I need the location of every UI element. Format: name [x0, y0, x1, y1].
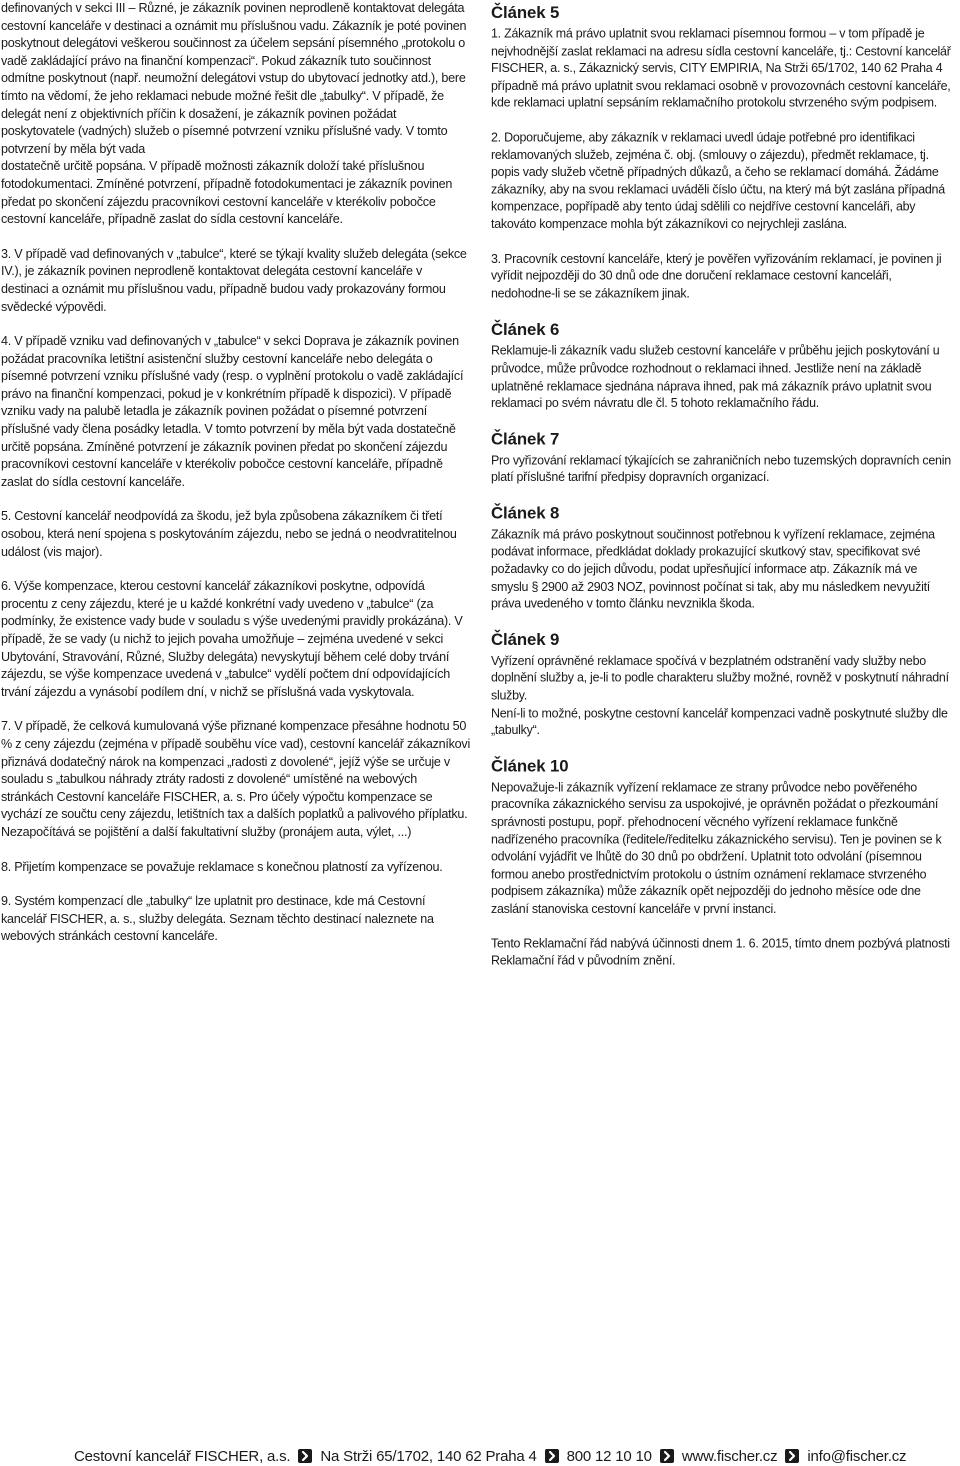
- article-8-heading: Článek 8: [491, 503, 560, 523]
- paragraph-5: 5. Cestovní kancelář neodpovídá za škodu, jež byla způsobena zákazníkem či třetí osobou, která není spojena s poskytováním zájezdu, nebo se jedná o neodvratitelnou událost (vis major).: [1, 509, 457, 559]
- article-7-paragraph: Pro vyřizování reklamací týkajících se zahraničních nebo tuzemských dopravních cenin platí příslušné tarifní předpisy dopravních organizací.: [491, 453, 951, 485]
- article-7: [491, 428, 955, 486]
- closing-statement: Tento Reklamační řád nabývá účinnosti dnem 1. 6. 2015, tímto dnem pozbývá platnosti Reklamační řád v původním znění.: [491, 936, 950, 968]
- arrow-right-box-icon: [660, 1449, 674, 1463]
- article-5-paragraph-3: 3. Pracovník cestovní kanceláře, který je pověřen vyřizováním reklamací, je povinen ji vyřídit nejpozději do 30 dnů ode dne doručení reklamace cestovní kanceláři, nedohodne-li se se zákazníkem jinak.: [491, 251, 942, 301]
- intro-paragraph-continued: dostatečně určitě popsána. V případě možnosti zákazník doloží také příslušnou fotodokumentaci. Zmíněné potvrzení, případně fotodokumentaci je zákazník povinen předat po skončení zájezdu pracovníkovi cestovní kanceláře v kterékoliv pobočce cestovní kanceláře, případně zaslat do sídla cestovní kanceláře.: [1, 159, 453, 227]
- right-column: [491, 2, 955, 987]
- arrow-right-box-icon: [785, 1449, 799, 1463]
- arrow-right-box-icon: [298, 1449, 312, 1463]
- article-9: [491, 629, 955, 740]
- article-10-heading: Článek 10: [491, 756, 569, 776]
- article-9-paragraph-2: Není-li to možné, poskytne cestovní kancelář kompenzaci vadně poskytnuté služby dle „tabulky“.: [491, 706, 948, 738]
- paragraph-3: 3. V případě vad definovaných v „tabulce“, které se týkají kvality služeb delegáta (sekce IV.), je zákazník povinen neprodleně kontaktovat delegáta cestovní kanceláře v destinaci a oznámit mu příslušnou vadu, případně budou vady prokazovány formou svědecké výpovědi.: [1, 246, 467, 314]
- paragraph-9: 9. Systém kompenzací dle „tabulky“ lze uplatnit pro destinace, kde má Cestovní kancelář FISCHER, a. s., služby delegáta. Seznam těchto destinací naleznete na webových stránkách cestovní kanceláře.: [1, 894, 434, 944]
- article-5-heading: Článek 5: [491, 2, 560, 22]
- footer-contact-bar: [74, 1446, 906, 1466]
- footer-website-link[interactable]: www.fischer.cz: [681, 1447, 778, 1465]
- footer-email-link[interactable]: info@fischer.cz: [807, 1447, 907, 1465]
- article-5-paragraph-1: 1. Zákazník má právo uplatnit svou reklamaci písemnou formou – v tom případě je nejvhodnější zaslat reklamaci na adresu sídla cestovní kanceláře, tj.: Cestovní kancelář FISCHER, a. s., Zákaznický servis, CITY EMPIRIA, Na Strži 65/1702, 140 62 Praha 4 případně má právo uplatnit svou reklamaci osobně v provozovnách cestovní kanceláře, kde reklamaci uplatní sepsáním reklamačního protokolu stvrzeného svým podpisem.: [491, 26, 951, 111]
- paragraph-7: 7. V případě, že celková kumulovaná výše přiznané kompenzace přesáhne hodnotu 50 % z ceny zájezdu (zejména v případě souběhu více vad), cestovní kancelář zákazníkovi přiznává dodatečný nárok na kompenzaci „radosti z dovolené“, jejíž výše se určuje v souladu s „tabulkou náhrady ztráty radosti z dovolené“ umístěné na webových stránkách Cestovní kanceláře FISCHER, a. s. Pro účely výpočtu kompenzace se vychází ze součtu ceny zájezdu, letištních tax a dalších poplatků a palivového příplatku. Nezapočítává se pojištění a další fakultativní služby (pronájem auta, výlet, ...): [1, 719, 471, 839]
- footer-phone[interactable]: 800 12 10 10: [566, 1447, 652, 1465]
- article-6-paragraph: Reklamuje-li zákazník vadu služeb cestovní kanceláře v průběhu jejich poskytování u průvodce, může průvodce rozhodnout o reklamaci ihned. Jestliže není na základě uplatněné reklamace sjednána náprava ihned, pak má zákazník právo uplatnit svou reklamaci po svém návratu dle čl. 5 tohoto reklamačního řádu.: [491, 344, 940, 411]
- article-8-paragraph: Zákazník má právo poskytnout součinnost potřebnou k vyřízení reklamace, zejména podávat informace, předkládat doklady prokazující skutkový stav, specifikovat své požadavky co do jejich důvodu, podat upřesňující informace atp. Zákazník má ve smyslu § 2900 až 2903 NOZ, povinnost počínat si tak, aby mu následkem nevyužití práva uvedeného v tomto článku nevznikla škoda.: [491, 527, 935, 611]
- arrow-right-box-icon: [545, 1449, 559, 1463]
- article-5: [491, 2, 955, 303]
- article-6-heading: Článek 6: [491, 320, 560, 340]
- paragraph-4: 4. V případě vzniku vad definovaných v „tabulce“ v sekci Doprava je zákazník povinen požádat pracovníka letištní asistenční služby cestovní kanceláře nebo delegáta o písemné potvrzení vzniku příslušné vady (resp. o vyplnění protokolu o vadě zakládající právo na finanční kompenzaci, pokud je v konkrétním případě k dispozici). V případě vzniku vady na palubě letadla je zákazník povinen požádat o písemné potvrzení příslušné vady člena posádky letadla. V tomto potvrzení by měla být vada dostatečně určitě popsána. Zmíněné potvrzení je zákazník povinen předat po skončení zájezdu pracovníkovi cestovní kanceláře v kterékoliv pobočce cestovní kanceláře, případně zaslat do sídla cestovní kanceláře.: [1, 334, 464, 489]
- article-5-paragraph-2: 2. Doporučujeme, aby zákazník v reklamaci uvedl údaje potřebné pro identifikaci reklamovaných služeb, zejména č. obj. (smlouvy o zájezdu), předmět reklamace, tj. popis vady služeb včetně případných důkazů, a čeho se reklamací domáhá. Žádáme zákazníky, aby na svou reklamaci uváděli číslo účtu, na který má být zaslána případná kompenzace, popřípadě aby tento údaj sdělili co nejdříve cestovní kanceláři, aby takováto kompenzace mohla být zákazníkovi co nejrychleji zaslána.: [491, 130, 945, 232]
- article-10: [491, 756, 955, 919]
- left-column: [1, 0, 471, 963]
- article-8: [491, 503, 955, 614]
- article-9-paragraph-1: Vyřízení oprávněné reklamace spočívá v bezplatném odstranění vady služby nebo doplnění služby a, je-li to podle charakteru služby možné, rovněž v poskytnutí náhradní služby.: [491, 653, 949, 703]
- intro-paragraph: definovaných v sekci III – Různé, je zákazník povinen neprodleně kontaktovat delegáta cestovní kanceláře v destinaci a oznámit mu příslušnou vadu. Zákazník je poté povinen poskytnout delegátovi veškerou součinnost za účelem sepsání písemného „protokolu o vadě zakládající právo na finanční kompenzaci“. Pokud zákazník tuto součinnost odmítne poskytnout (např. neumožní delegátovi vstup do ubytovací jednotky atd.), bere tímto na vědomí, že jeho reklamaci nebude možné řešit dle „tabulky“. V případě, že delegát není z objektivních příčin k dosažení, je zákazník povinen požádat poskytovatele (vadných) služeb o písemné potvrzení vzniku příslušné vady. V tomto potvrzení by měla být vada: [1, 1, 467, 156]
- paragraph-6: 6. Výše kompenzace, kterou cestovní kancelář zákazníkovi poskytne, odpovídá procentu z ceny zájezdu, které je u každé konkrétní vady uvedeno v „tabulce“ (za podmínky, že existence vady bude v souladu s výše uvedenými pravidly prokázána). V případě, že se vady (u nichž to jejich povaha umožňuje – zejména uvedené v sekci Ubytování, Stravování, Různé, Služby delegáta) nevyskytují během celé doby trvání zájezdu, se výše kompenzace uvedená v „tabulce“ vydělí počtem dní odpovídajících trvání zájezdu a vynásobí podílem dní, v nichž se příslušná vada vyskytovala.: [1, 579, 463, 699]
- paragraph-8: 8. Přijetím kompenzace se považuje reklamace s konečnou platností za vyřízenou.: [1, 859, 443, 874]
- article-9-heading: Článek 9: [491, 630, 560, 649]
- footer-company: Cestovní kancelář FISCHER, a.s.: [74, 1447, 291, 1465]
- article-7-heading: Článek 7: [491, 429, 560, 449]
- article-6: [491, 319, 955, 412]
- footer-address: Na Strži 65/1702, 140 62 Praha 4: [320, 1447, 537, 1465]
- article-10-paragraph: Nepovažuje-li zákazník vyřízení reklamace ze strany průvodce nebo pověřeného pracovníka zákaznického servisu za uspokojivé, je oprávněn požádat o přezkoumání správnosti postupu, popř. přehodnocení věcného vyřízení reklamace funkčně nadřízeného pracovníka (ředitele/ředitelku zákaznického servisu). Ten je povinen se k odvolání vyjádřit ve lhůtě do 30 dnů po obdržení. Uplatnit toto odvolání (písemnou formou anebo prostřednictvím protokolu o ústním oznámení reklamace stvrzeného podpisem zákazníka) může zákazník opět nejpozději do jednoho měsíce ode dne zaslání stanoviska cestovní kanceláře v první instanci.: [491, 780, 942, 916]
